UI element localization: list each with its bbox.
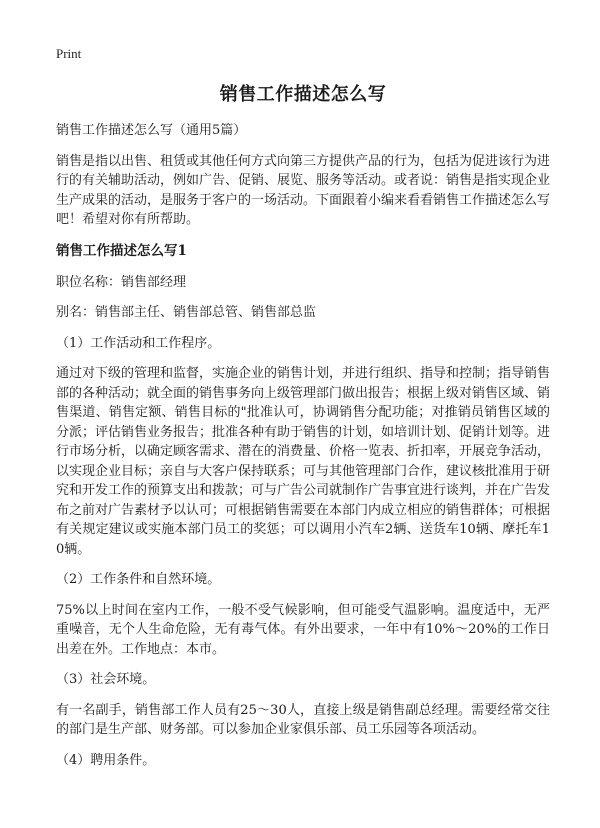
section-heading: 销售工作描述怎么写1 [56,242,187,259]
job-title-line: 职位名称：销售部经理 [56,274,187,290]
item-paragraph: 有一名副手，销售部工作人员有25～30人，直接上级是销售副总经理。需要经常交往的部门是生产部、财务部。可以参加企业家俱乐部、员工乐园等各项活动。 [56,702,550,737]
document-subtitle: 销售工作描述怎么写（通用5篇） [56,123,247,138]
item-paragraph: 通过对下级的管理和监督，实施企业的销售计划，并进行组织、指导和控制；指导销售部的各种活动；就全面的销售事务向上级管理部门做出报告；根据上级对销售区域、销售渠道、销售定额、销售目标的"批准认可，协调销售分配功能；对推销员销售区域的分派；评估销售业务报告；批准各种有助于销售的计划，如培训计划、促销计划等。进行市场分析，以确定顾客需求、潜在的消费量、价格一览表、折扣率，开展竞争活动，以实现企业目标；亲自与大客户保持联系；可与其他管理部门合作，建议核批准用于研究和开发工作的预算支出和拨款；可与广告公司就制作广告事宜进行谈判，并在广告发布之前对广告素材予以认可；可根据销售需要在本部门内成立相应的销售群体；可根据有关规定建议或实施本部门员工的奖惩；可以调用小汽车2辆、送货车10辆、摩托车10辆。 [56,366,551,557]
item-label: （1）工作活动和工作程序。 [56,335,221,351]
page-title: 销售工作描述怎么写 [219,84,387,105]
item-paragraph: 75%以上时间在室内工作，一般不受气候影响，但可能受气温影响。温度适中，无严重噪音，无个人生命危险，无有毒气体。有外出要求，一年中有10%～20%的工作日出差在外。工作地点：本市。 [56,602,550,657]
aliases-line: 别名：销售部主任、销售部总管、销售部总监 [56,305,317,320]
document-body [56,121,550,781]
intro-paragraph: 销售是指以出售、租赁或其他任何方式向第三方提供产品的行为，包括为促进该行为进行的有关辅助活动，例如广告、促销、展览、服务等活动。或者说：销售是指实现企业生产成果的活动，是服务于客户的一场活动。下面跟着小编来看看销售工作描述怎么写吧！希望对你有所帮助。 [56,153,551,227]
print-link[interactable]: Print [56,46,82,61]
item-label: （2）工作条件和自然环境。 [56,572,221,587]
item-label: （3）社会环境。 [56,672,156,687]
item-label: （4）聘用条件。 [56,752,156,768]
